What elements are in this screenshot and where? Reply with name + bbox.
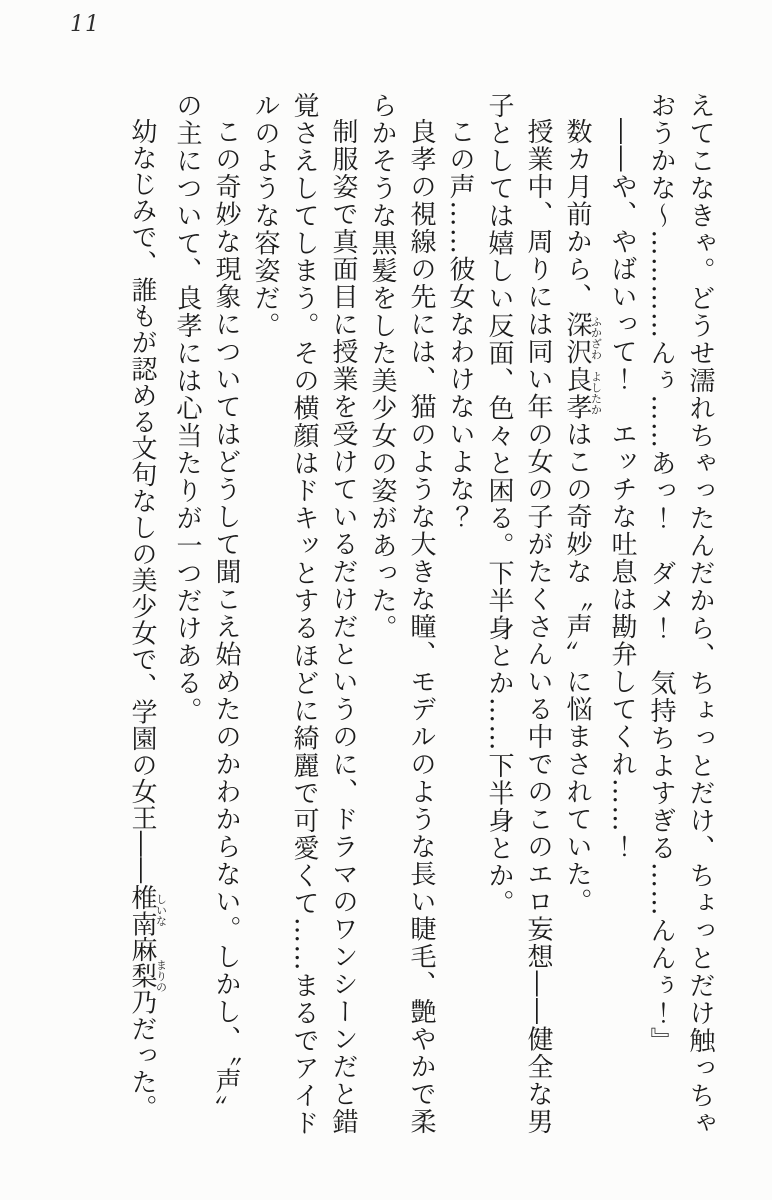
page-number: 11 — [70, 12, 100, 37]
ruby-text: ふかざわ — [589, 310, 603, 366]
ruby-text: まりの — [154, 936, 168, 1016]
ruby-text: よしたか — [589, 365, 603, 421]
paragraph-doubt: この声……彼女なわけないよな？ — [445, 118, 475, 531]
text-run: 幼なじみで、誰もが認める文句なしの美少女で、学園の女王―― — [127, 118, 157, 884]
text-run: 数カ月前から、 — [562, 118, 592, 311]
paragraph-class-scene: 授業中、周りには同い年の女の子がたくさんいる中でのこのエロ妄想――健全な男子としては嬉しい反面、色々と困る。下半身とか……下半身とか。 — [484, 92, 553, 1136]
paragraph-uniform: 制服姿で真面目に授業を受けているだけだというのに、ドラマのワンシーンだと錯覚さえしてしまう。その横顔はドキッとするほどに綺麗で可愛くて……まるでアイドルのような容姿だ。 — [250, 92, 358, 1137]
furigana-yoshitaka — [562, 365, 603, 421]
furigana-shiina — [127, 883, 168, 937]
ruby-base: 麻梨乃 — [127, 936, 157, 1016]
ruby-base: 深沢 — [562, 310, 592, 366]
paragraph-reveal — [122, 92, 167, 1142]
ruby-text: しいな — [154, 883, 168, 937]
text-run: はこの奇妙な〝声〞に悩まされていた。 — [562, 420, 592, 916]
text-run: だった。 — [127, 1015, 157, 1122]
paragraph-retort: ――や、やばいって！ エッチな吐息は勘弁してくれ……！ — [607, 118, 637, 861]
furigana-fukazawa — [562, 310, 603, 366]
furigana-marino — [127, 936, 168, 1016]
paragraph-intro — [557, 92, 602, 1142]
paragraph-gaze: 良孝の視線の先には、猫のような大きな瞳、モデルのような長い睫毛、艶やかで柔らかそうな黒髪をした美少女の姿があった。 — [367, 92, 436, 1136]
paragraph-phenomenon: この奇妙な現象についてはどうして聞こえ始めたのかわからない。しかし、〝声〞の主について、良孝には心当たりが一つだけある。 — [172, 92, 241, 1123]
paragraph-quote-continuation: えてこなきゃ。どうせ濡れちゃったんだから、ちょっとだけ、ちょっとだけ触っちゃおうかな～…………んぅ……あっ！ ダメ！ 気持ちよすぎる……んんぅ！』 — [646, 92, 715, 1137]
vertical-text-block — [122, 92, 719, 1142]
ruby-base: 椎南 — [127, 883, 157, 937]
ruby-base: 良孝 — [562, 365, 592, 421]
